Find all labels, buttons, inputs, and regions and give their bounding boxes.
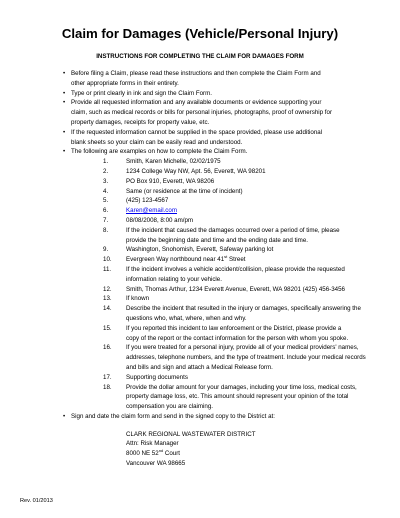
example-item-11 (0, 265, 400, 275)
example-item-13 (0, 294, 400, 304)
example-text: 1234 College Way NW, Apt. 56, Everett, WA 98201 (126, 167, 266, 175)
example-text: If you were treated for a personal injury, provide all of your medical providers' names, (126, 344, 359, 352)
example-number: 1. (103, 158, 109, 166)
example-number: 10. (103, 256, 112, 264)
bullet-item (0, 128, 400, 138)
example-item-8 (0, 226, 400, 236)
example-text: Provide the dollar amount for your damages, including your time loss, medical costs, (126, 383, 357, 391)
address-line: CLARK REGIONAL WASTEWATER DISTRICT (126, 430, 256, 438)
example-text: If you reported this incident to law enforcement or the District, please provide a (126, 324, 342, 332)
example-item-4 (0, 187, 400, 197)
example-text: (425) 123-4567 (126, 197, 169, 205)
bullet-icon: • (63, 99, 66, 107)
bullet-icon: • (63, 89, 66, 97)
example-item-7 (0, 216, 400, 226)
example-item-1 (0, 157, 400, 167)
ordinal-suffix: nd (158, 448, 164, 454)
example-number: 13. (103, 295, 112, 303)
example-number: 7. (103, 216, 109, 224)
page-title: Claim for Damages (Vehicle/Personal Injury) (61, 26, 339, 41)
example-text: questions who, what, where, when and why. (126, 314, 247, 322)
bullet-icon: • (63, 412, 66, 420)
example-number: 14. (103, 305, 112, 313)
example-item-14 (0, 304, 400, 314)
bullet-item (0, 147, 400, 157)
example-item-10 (0, 255, 400, 265)
example-number: 4. (103, 187, 109, 195)
example-number: 5. (103, 197, 109, 205)
example-text: compensation you are claiming. (126, 403, 214, 411)
example-text: If known (126, 295, 150, 303)
example-item-9 (0, 245, 400, 255)
bullet-text: Type or print clearly in ink and sign the Claim Form. (71, 89, 212, 97)
example-item-15 (0, 324, 400, 334)
address-line (0, 449, 400, 459)
example-number: 11. (103, 265, 112, 273)
bullet-text: If the requested information cannot be supplied in the space provided, please use additional (71, 128, 323, 136)
bullet-text: blank sheets so your claim can be easily read and understood. (71, 138, 243, 146)
example-item-17 (0, 373, 400, 383)
example-text-suffix: Street (227, 256, 246, 264)
example-text: PO Box 910, Everett, WA 98206 (126, 177, 215, 185)
example-text: Same (or residence at the time of incident) (126, 187, 243, 195)
address-street: 8000 NE 52 (126, 450, 159, 458)
example-text: Describe the incident that resulted in the injury or damages, specifically answering the (126, 305, 361, 313)
instructions-heading: INSTRUCTIONS FOR COMPLETING THE CLAIM FOR DAMAGES FORM (96, 53, 304, 60)
revision-footer: Rev. 01/2013 (20, 498, 53, 504)
bullet-text: property damages, receipts for property value, etc. (71, 118, 210, 126)
example-text: addresses, telephone numbers, and the type of treatment. Include your medical records (126, 354, 366, 362)
example-text: Smith, Thomas Arthur, 1234 Everett Avenue, Everett, WA 98201 (425) 456-3456 (126, 285, 345, 293)
example-item-6 (0, 206, 400, 216)
example-text: copy of the report or the contact information for the person with whom you spoke. (126, 334, 349, 342)
example-number: 18. (103, 383, 112, 391)
example-text: If the incident that caused the damages occurred over a period of time, please (126, 226, 340, 234)
example-text: provide the beginning date and time and the ending date and time. (126, 236, 308, 244)
example-text: Washington, Snohomish, Everett, Safeway parking lot (126, 246, 274, 254)
example-text: If the incident involves a vehicle accident/collision, please provide the requested (126, 265, 345, 273)
example-item-5 (0, 196, 400, 206)
bullet-icon: • (63, 70, 66, 77)
example-item-2 (0, 167, 400, 177)
example-item-12 (0, 285, 400, 295)
example-number: 12. (103, 285, 112, 293)
bullet-text: Provide all requested information and any available documents or evidence supporting your (71, 99, 322, 107)
example-text: and bills and sign and attach a Medical Release form. (126, 363, 273, 371)
bullet-text: Before filing a Claim, please read these instructions and then complete the Claim Form and (71, 70, 321, 77)
address-line: Attn: Risk Manager (126, 440, 179, 448)
bullet-text: The following are examples on how to complete the Claim Form. (71, 148, 248, 156)
bullet-item (0, 69, 400, 79)
example-number: 16. (103, 344, 112, 352)
bullet-item (0, 412, 400, 422)
example-number: 8. (103, 226, 109, 234)
email-link[interactable]: Karen@email.com (126, 207, 177, 215)
bullet-item (0, 89, 400, 99)
example-item-16 (0, 343, 400, 353)
example-number: 17. (103, 373, 112, 381)
example-number: 9. (103, 246, 109, 254)
bullet-text: claim, such as medical records or bills for personal injuries, photographs, proof of ownership for (71, 109, 333, 117)
example-text: information relating to your vehicle. (126, 275, 222, 283)
address-line: Vancouver WA 98665 (126, 460, 186, 468)
example-text: Supporting documents (126, 373, 188, 381)
example-number: 2. (103, 167, 109, 175)
example-number: 15. (103, 324, 112, 332)
example-item-18 (0, 383, 400, 393)
example-item-3 (0, 177, 400, 187)
bullet-item (0, 98, 400, 108)
example-text (126, 255, 246, 265)
bullet-icon: • (63, 128, 66, 136)
example-text-main: Evergreen Way northbound near 41 (126, 256, 225, 264)
example-text: property damage loss, etc. This amount should represent your opinion of the total (126, 393, 349, 401)
ordinal-suffix: st (224, 254, 228, 260)
example-number: 3. (103, 177, 109, 185)
example-number: 6. (103, 207, 109, 215)
instructions-body (0, 69, 400, 469)
bullet-text: Sign and date the claim form and send in the signed copy to the District at: (71, 412, 275, 420)
address-street-type: Court (163, 450, 180, 458)
example-text: 08/08/2008, 8:00 am/pm (126, 216, 194, 224)
bullet-text: other appropriate forms in their entirety. (71, 79, 179, 87)
bullet-icon: • (63, 148, 66, 156)
example-text: Smith, Karen Michelle, 02/02/1975 (126, 158, 221, 166)
